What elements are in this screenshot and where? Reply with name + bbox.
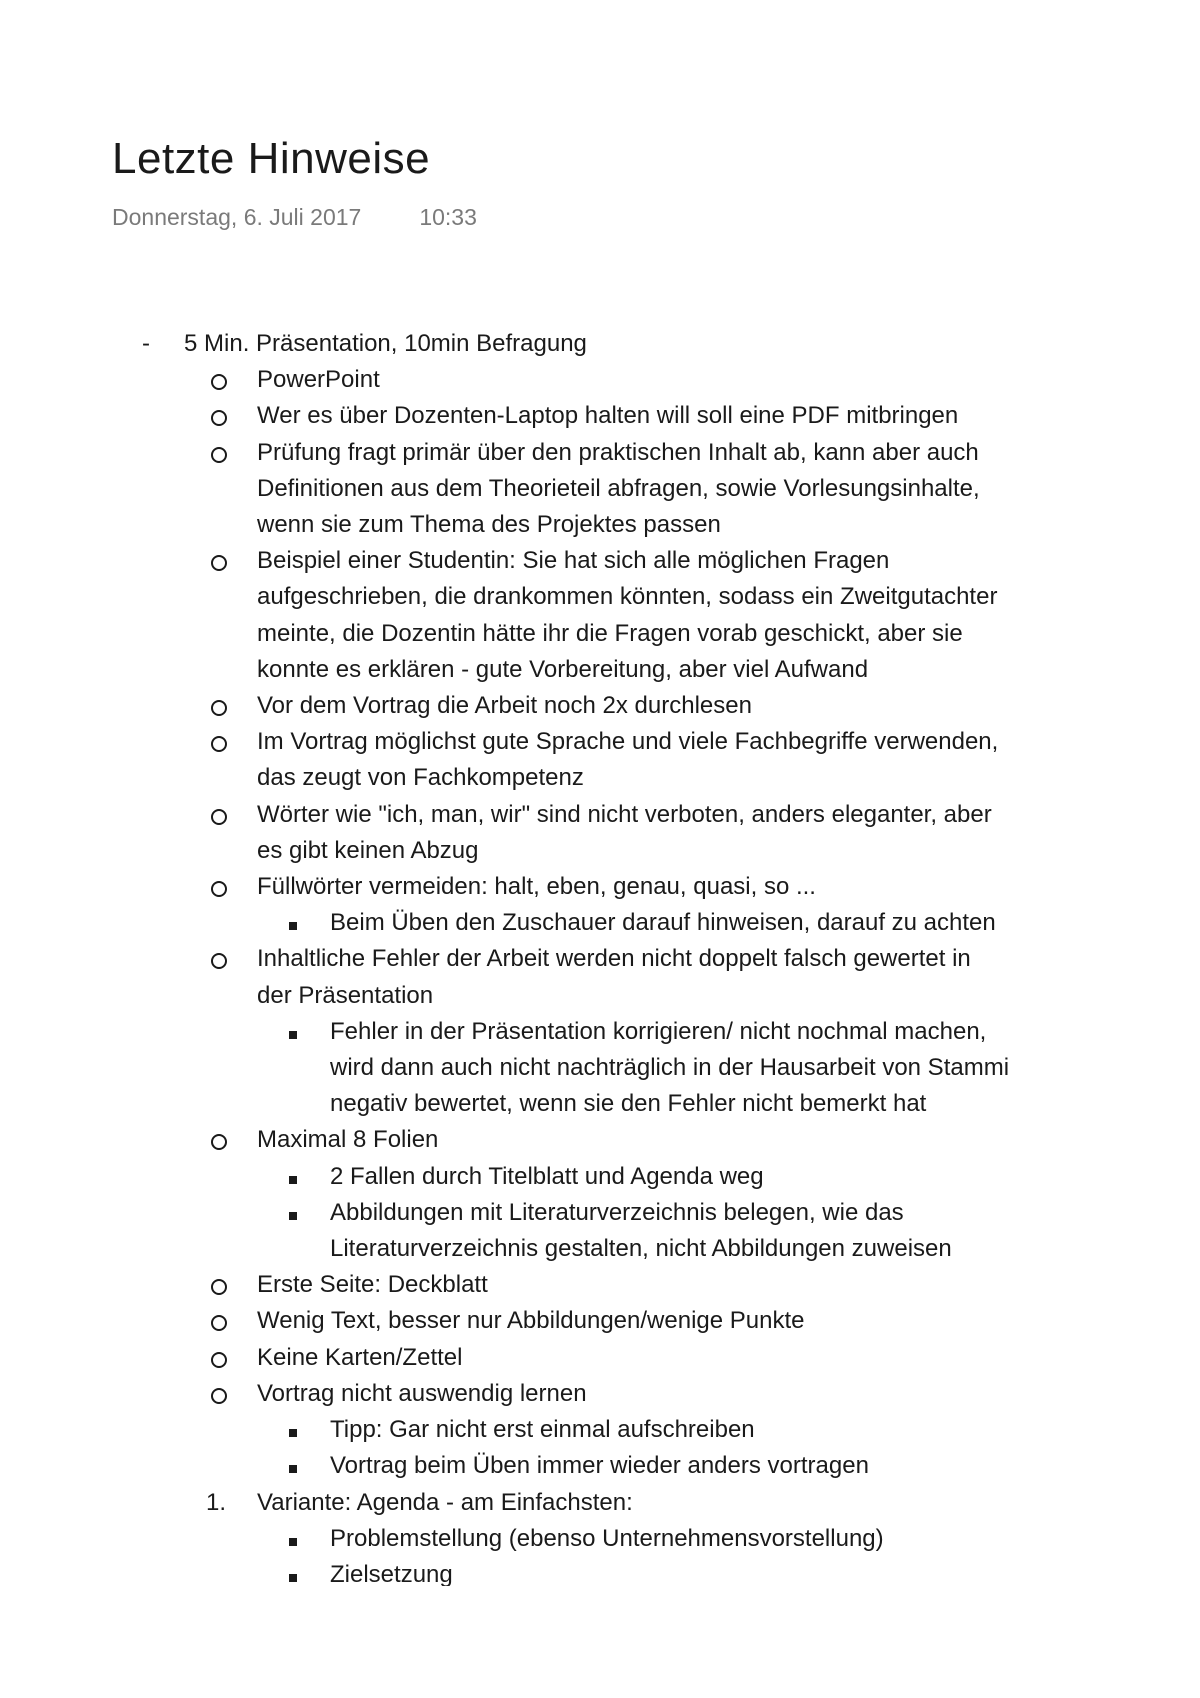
list-item-text: Füllwörter vermeiden: halt, eben, genau, quasi, so ... (257, 873, 816, 901)
list-item (0, 724, 1200, 760)
circle-bullet-icon (211, 688, 227, 727)
circle-bullet-icon (211, 797, 227, 836)
sub-list-item-text: Fehler in der Präsentation korrigieren/ nicht nochmal machen, (330, 1017, 987, 1045)
list-item-text: Erste Seite: Deckblatt (257, 1271, 488, 1299)
sub-list-item-text: Zielsetzung (330, 1560, 453, 1586)
square-bullet-icon (289, 1521, 297, 1557)
circle-bullet-icon (211, 1267, 227, 1306)
list-item-text: Inhaltliche Fehler der Arbeit werden nicht doppelt falsch gewertet in (257, 945, 971, 973)
sub-list-item (0, 1412, 1200, 1448)
main-bullet-text: 5 Min. Präsentation, 10min Befragung (184, 330, 587, 357)
square-bullet-icon (289, 1412, 297, 1448)
circle-bullet-icon (211, 1376, 227, 1415)
sub-list-item-text: Abbildungen mit Literaturverzeichnis belegen, wie das (330, 1198, 904, 1226)
sub-list-item (0, 1557, 1200, 1586)
list-item-text: es gibt keinen Abzug (257, 836, 479, 864)
list-item (0, 579, 1200, 615)
sub-list-item (0, 1086, 1200, 1122)
number-marker: 1. (206, 1488, 227, 1516)
list-item (0, 1340, 1200, 1376)
circle-bullet-icon (211, 1303, 227, 1342)
list-item-text: Prüfung fragt primär über den praktischen Inhalt ab, kann aber auch (257, 438, 979, 466)
list-item (0, 833, 1200, 869)
list-item-text: der Präsentation (257, 981, 434, 1009)
list-item-text: PowerPoint (257, 366, 380, 394)
sub-list-item-text: Problemstellung (ebenso Unternehmensvorstellung) (330, 1524, 884, 1552)
sub-list-item (0, 1050, 1200, 1086)
circle-bullet-icon (211, 869, 227, 908)
list-item (0, 978, 1200, 1014)
sub-list-item (0, 1448, 1200, 1484)
list-item (0, 471, 1200, 507)
list-item-text: Wörter wie "ich, man, wir" sind nicht verboten, anders eleganter, aber (257, 800, 992, 828)
sub-list-item (0, 905, 1200, 941)
list-item (0, 1122, 1200, 1158)
list-item-text: Wenig Text, besser nur Abbildungen/wenige Punkte (257, 1307, 805, 1335)
sub-list-item-text: Beim Üben den Zuschauer darauf hinweisen, darauf zu achten (330, 909, 996, 937)
list-item (0, 1303, 1200, 1339)
sub-list-item-text: Tipp: Gar nicht erst einmal aufschreiben (330, 1416, 755, 1444)
list-item-text: wenn sie zum Thema des Projektes passen (257, 511, 721, 539)
list-item-text: Wer es über Dozenten-Laptop halten will soll eine PDF mitbringen (257, 402, 959, 430)
circle-bullet-icon (211, 435, 227, 474)
circle-bullet-icon (211, 398, 227, 437)
circle-bullet-icon (211, 543, 227, 582)
sub-list-item-text: Vortrag beim Üben immer wieder anders vortragen (330, 1452, 869, 1480)
list-item-text: Keine Karten/Zettel (257, 1343, 463, 1371)
circle-bullet-icon (211, 362, 227, 401)
sub-list-item (0, 1159, 1200, 1195)
list-item (0, 760, 1200, 796)
list-item (0, 941, 1200, 977)
sub-list-item-text: 2 Fallen durch Titelblatt und Agenda weg (330, 1162, 764, 1190)
list-item (0, 688, 1200, 724)
bullet-list (0, 362, 1200, 1586)
list-item (0, 435, 1200, 471)
circle-bullet-icon (211, 941, 227, 980)
sub-list-item-text: negativ bewertet, wenn sie den Fehler nicht bemerkt hat (330, 1090, 927, 1118)
main-bullet (0, 326, 1200, 362)
list-item (0, 362, 1200, 398)
list-item-text: Im Vortrag möglichst gute Sprache und viele Fachbegriffe verwenden, (257, 728, 999, 756)
sub-list-item (0, 1521, 1200, 1557)
square-bullet-icon (289, 1557, 297, 1586)
numbered-item (0, 1485, 1200, 1521)
list-item (0, 1376, 1200, 1412)
list-item-text: Vor dem Vortrag die Arbeit noch 2x durchlesen (257, 692, 752, 720)
sub-list-item-text: wird dann auch nicht nachträglich in der Hausarbeit von Stammi (330, 1054, 1010, 1082)
sub-list-item (0, 1231, 1200, 1267)
list-item (0, 869, 1200, 905)
list-item (0, 398, 1200, 434)
square-bullet-icon (289, 905, 297, 941)
list-item-text: das zeugt von Fachkompetenz (257, 764, 584, 792)
list-item-text: Maximal 8 Folien (257, 1126, 439, 1154)
page-meta (112, 204, 477, 231)
list-item-text: Beispiel einer Studentin: Sie hat sich alle möglichen Fragen (257, 547, 890, 575)
numbered-item-text: Variante: Agenda - am Einfachsten: (257, 1488, 633, 1516)
list-item (0, 652, 1200, 688)
page-date: Donnerstag, 6. Juli 2017 (112, 204, 362, 230)
note-content (0, 326, 1200, 1586)
square-bullet-icon (289, 1159, 297, 1195)
circle-bullet-icon (211, 1340, 227, 1379)
list-item-text: Definitionen aus dem Theorieteil abfragen, sowie Vorlesungsinhalte, (257, 474, 980, 502)
circle-bullet-icon (211, 724, 227, 763)
page-title: Letzte Hinweise (112, 134, 431, 183)
list-item (0, 616, 1200, 652)
square-bullet-icon (289, 1014, 297, 1050)
page-time: 10:33 (419, 204, 477, 230)
circle-bullet-icon (211, 1122, 227, 1161)
list-item (0, 1267, 1200, 1303)
list-item-text: Vortrag nicht auswendig lernen (257, 1379, 587, 1407)
list-item (0, 543, 1200, 579)
dash-bullet-icon: - (142, 330, 150, 357)
list-item-text: aufgeschrieben, die drankommen könnten, sodass ein Zweitgutachter (257, 583, 998, 611)
sub-list-item (0, 1195, 1200, 1231)
sub-list-item (0, 1014, 1200, 1050)
list-item-text: konnte es erklären - gute Vorbereitung, aber viel Aufwand (257, 655, 869, 683)
sub-list-item-text: Literaturverzeichnis gestalten, nicht Abbildungen zuweisen (330, 1235, 952, 1263)
square-bullet-icon (289, 1448, 297, 1484)
list-item (0, 797, 1200, 833)
list-item (0, 507, 1200, 543)
square-bullet-icon (289, 1195, 297, 1231)
list-item-text: meinte, die Dozentin hätte ihr die Fragen vorab geschickt, aber sie (257, 619, 963, 647)
